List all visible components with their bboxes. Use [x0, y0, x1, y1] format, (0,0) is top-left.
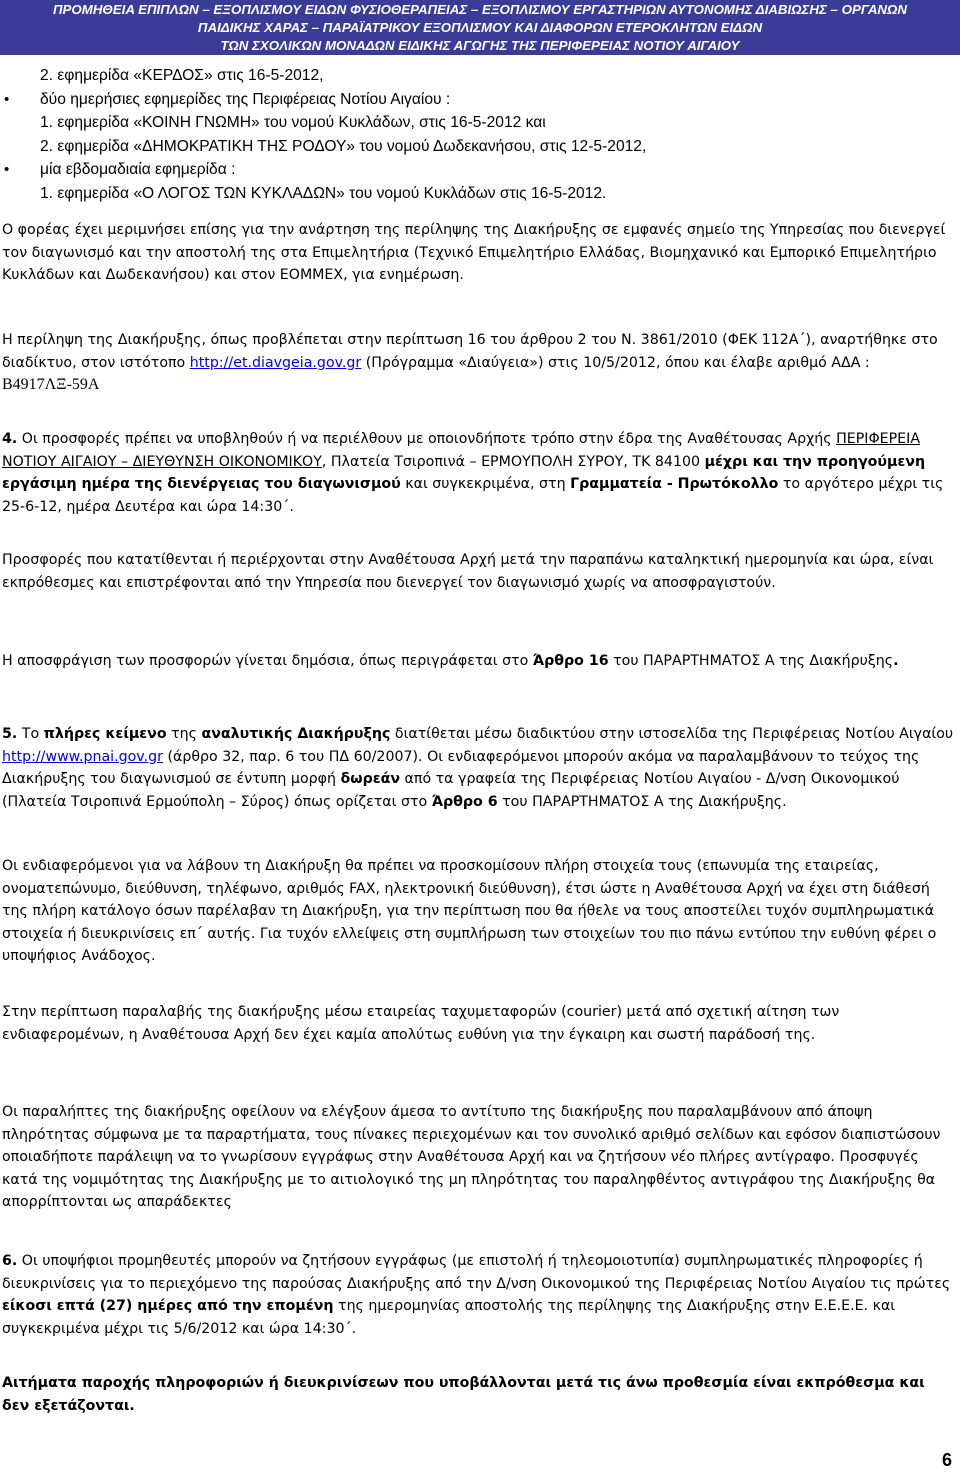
- paragraph-text: , Πλατεία Τσιροπινά – ΕΡΜΟΥΠΟΛΗ ΣΥΡΟΥ, ΤΚ 84100: [321, 453, 705, 470]
- authority-address: ΠΕΡΙΦΕΡΕΙΑ ΝΟΤΙΟΥ ΑΙΓΑΙΟΥ – ΔΙΕΥΘΥΝΣΗ ΟΙΚΟΝΟΜΙΚΟΥ: [2, 431, 921, 470]
- paragraph-text: από τα γραφεία της Περιφέρειας Νοτίου Αιγαίου - Δ/νση Οικονομικού (Πλατεία Τσιροπινά Ερμούπολη – Σύρος) όπως ορίζεται στο: [2, 771, 900, 810]
- paragraph-completeness: [2, 1101, 956, 1214]
- paragraph-text: Ο φορέας έχει μεριμνήσει επίσης για την ανάρτηση της περίληψης της Διακήρυξης σε εμφανές σημείο της Υπηρεσίας που διενεργεί τον διαγωνισμό και την αποστολή της στα Επιμελητήρια (Τεχνικό Επιμελητήριο Ελλάδας, Βιομηχανικό και Εμπορικό Επιμελητήριο Κυκλάδων και Δωδεκανήσου) και στον ΕΟΜΜΕΧ, για ενημέρωση.: [2, 222, 946, 284]
- paragraph-text: της ημερομηνίας αποστολής της περίληψης της Διακήρυξης στην Ε.Ε.Ε.Ε. και συγκεκριμένα μέχρι τις 5/6/2012 και ώρα 14:30΄.: [2, 1298, 896, 1337]
- paragraph-publication: [2, 219, 956, 287]
- newspaper-list: [0, 64, 960, 205]
- header-line-3: ΤΩΝ ΣΧΟΛΙΚΩΝ ΜΟΝΑΔΩΝ ΕΙΔΙΚΗΣ ΑΓΩΓΗΣ ΤΗΣ ΠΕΡΙΦΕΡΕΙΑΣ ΝΟΤΙΟΥ ΑΙΓΑΙΟΥ: [220, 38, 740, 53]
- list-item: 1. εφημερίδα «Ο ΛΟΓΟΣ ΤΩΝ ΚΥΚΛΑΔΩΝ» του νομού Κυκλάδων στις 16-5-2012.: [40, 184, 607, 202]
- section-5: [2, 723, 956, 813]
- list-item: 1. εφημερίδα «ΚΟΙΝΗ ΓΝΩΜΗ» του νομού Κυκλάδων, στις 16-5-2012 και: [40, 114, 546, 131]
- list-item: 2. εφημερίδα «ΔΗΜΟΚΡΑΤΙΚΗ ΤΗΣ ΡΟΔΟΥ» του νομού Δωδεκανήσου, στις 12-5-2012,: [40, 137, 647, 155]
- full-text-bold: πλήρες κείμενο: [43, 726, 167, 742]
- list-bullet-item: • δύο ημερήσιες εφημερίδες της Περιφέρειας Νοτίου Αιγαίου :: [0, 88, 960, 112]
- paragraph-text: Η αποσφράγιση των προσφορών γίνεται δημόσια, όπως περιγράφεται στο: [2, 653, 533, 669]
- pnai-link[interactable]: http://www.pnai.gov.gr: [2, 748, 163, 765]
- header-line-2: ΠΑΙΔΙΚΗΣ ΧΑΡΑΣ – ΠΑΡΑΪΑΤΡΙΚΟΥ ΕΞΟΠΛΙΣΜΟΥ ΚΑΙ ΔΙΑΦΟΡΩΝ ΕΤΕΡΟΚΛΗΤΩΝ ΕΙΔΩΝ: [197, 20, 763, 35]
- paragraph-opening: [2, 650, 956, 673]
- days-limit-bold: είκοσι επτά (27) ημέρες από την επομένη: [2, 1298, 334, 1315]
- diavgeia-link[interactable]: http://et.diavgeia.gov.gr: [189, 354, 362, 371]
- paragraph-text: Η περίληψη της Διακήρυξης, όπως προβλέπεται στην περίπτωση 16 του άρθρου 2 του Ν. 3861/2010 (ΦΕΚ 112Α΄), αναρτήθηκε στο διαδίκτυο, στον ιστότοπο: [2, 332, 938, 371]
- detailed-notice-bold: αναλυτικής Διακήρυξης: [201, 726, 391, 742]
- deadline-bold: μέχρι και την προηγούμενη εργάσιμη ημέρα της διενέργειας του διαγωνισμού: [2, 453, 926, 493]
- page-number: 6: [941, 1450, 952, 1470]
- list-item: 2. εφημερίδα «ΚΕΡΔΟΣ» στις 16-5-2012,: [40, 67, 324, 84]
- section-number: 6.: [2, 1253, 18, 1269]
- paragraph-obtain-notice: [2, 855, 956, 968]
- free-of-charge-bold: δωρεάν: [340, 771, 401, 788]
- list-bullet-item: • μία εβδομαδιαία εφημερίδα :: [0, 158, 960, 182]
- paragraph-text: Οι προσφορές πρέπει να υποβληθούν ή να περιέλθουν με οποιονδήποτε τρόπο στην έδρα της Αναθέτουσας Αρχής: [17, 431, 837, 447]
- ada-number: Β4917ΛΞ-59Α: [2, 376, 100, 394]
- paragraph-text: Στην περίπτωση παραλαβής της διακήρυξης μέσω εταιρείας ταχυμεταφορών (courier) μετά από σχετική αίτηση των ενδιαφερομένων, η Αναθέτουσα Αρχή δεν έχει καμία απολύτως ευθύνη για την έγκαιρη και σωστή παράδοσή της.: [2, 1004, 840, 1043]
- secretariat-bold: Γραμματεία - Πρωτόκολλο: [570, 476, 779, 493]
- paragraph-text: και συγκεκριμένα, στη: [400, 476, 571, 493]
- paragraph-courier: [2, 1001, 956, 1046]
- paragraph-text: το αργότερο μέχρι τις 25-6-12, ημέρα Δευτέρα και ώρα 14:30΄.: [2, 476, 944, 515]
- header-line-1: ΠΡΟΜΗΘΕΙΑ ΕΠΙΠΛΩΝ – ΕΞΟΠΛΙΣΜΟΥ ΕΙΔΩΝ ΦΥΣΙΟΘΕΡΑΠΕΙΑΣ – ΕΞΟΠΛΙΣΜΟΥ ΕΡΓΑΣΤΗΡΙΩΝ ΑΥΤΟΝΟΜΗΣ ΔΙΑΒΙΩΣΗΣ – ΟΡΓΑΝΩΝ: [52, 2, 908, 17]
- section-4: [2, 428, 956, 518]
- page-header-banner: [0, 0, 960, 55]
- paragraph-text: διατίθεται μέσω διαδικτύου στην ιστοσελίδα της Περιφέρειας Νοτίου Αιγαίου: [390, 726, 954, 742]
- paragraph-late-requests: [2, 1372, 956, 1417]
- paragraph-late-offers: [2, 549, 956, 594]
- paragraph-text: .: [893, 653, 899, 669]
- paragraph-text: Οι υποψήφιοι προμηθευτές μπορούν να ζητήσουν εγγράφως (με επιστολή ή τηλεομοιοτυπία) συμπληρωματικές πληροφορίες ή διευκρινίσεις για το περιεχόμενο της παρούσας Διακήρυξης από την Δ/νση Οικονομικού της Περιφέρειας Νοτίου Αιγαίου τις πρώτες: [2, 1253, 951, 1292]
- paragraph-text: (άρθρο 32, παρ. 6 του ΠΔ 60/2007). Οι ενδιαφερόμενοι μπορούν ακόμα να παραλαμβάνουν το τεύχος της Διακήρυξης του διαγωνισμού σε έντυπη μορφή: [2, 748, 920, 788]
- section-number: 5.: [2, 726, 18, 742]
- paragraph-text-bold: Αιτήματα παροχής πληροφοριών ή διευκρινίσεων που υποβάλλονται μετά τις άνω προθεσμία είναι εκπρόθεσμα και δεν εξετάζονται.: [2, 1375, 925, 1414]
- paragraph-text: του ΠΑΡΑΡΤΗΜΑΤΟΣ Α της Διακήρυξης.: [497, 793, 787, 810]
- paragraph-diavgeia: [2, 329, 956, 397]
- paragraph-text: Προσφορές που κατατίθενται ή περιέρχονται στην Αναθέτουσα Αρχή μετά την παραπάνω καταληκτική ημερομηνία και ώρα, είναι εκπρόθεσμες και επιστρέφονται από την Υπηρεσία που διενεργεί τον διαγωνισμό χωρίς να αποσφραγιστούν.: [2, 552, 934, 591]
- section-6: [2, 1250, 956, 1340]
- paragraph-text: του ΠΑΡΑΡΤΗΜΑΤΟΣ Α της Διακήρυξης: [608, 653, 894, 669]
- paragraph-text: Οι παραλήπτες της διακήρυξης οφείλουν να ελέγξουν άμεσα το αντίτυπο της διακήρυξης που παραλαμβάνουν από άποψη πληρότητας σύμφωνα με τα παραρτήματα, τους πίνακες περιεχομένων και τον συνολικό αριθμό σελίδων και εφόσον διαπιστώσουν οποιαδήποτε παράλειψη να το γνωρίσουν εγγράφως στην Αναθέτουσα Αρχή και να ζητήσουν νέο πλήρες αντίγραφο. Προσφυγές κατά της νομιμότητας της Διακήρυξης με το αιτιολογικό της μη πληρότητας του παραληφθέντος αντιγράφου της Διακήρυξης θα απορρίπτονται ως απαράδεκτες: [2, 1104, 941, 1211]
- paragraph-text: της: [166, 726, 202, 742]
- paragraph-text: Οι ενδιαφερόμενοι για να λάβουν τη Διακήρυξη θα πρέπει να προσκομίσουν πλήρη στοιχεία τους (επωνυμία της εταιρείας, ονοματεπώνυμο, διεύθυνση, τηλέφωνο, αριθμός FAX, ηλεκτρονική διεύθυνση), έτσι ώστε η Αναθέτουσα Αρχή να έχει στη διάθεσή της πλήρη κατάλογο όσων παρέλαβαν τη Διακήρυξη, για την περίπτωση που θα ήθελε να τους αποστείλει τυχόν συμπληρωματικά στοιχεία ή διευκρινίσεις επ΄ αυτής. Για τυχόν ελλείψεις στη συμπλήρωση των στοιχείων του πιο πάνω εντύπου την ευθύνη φέρει ο υποψήφιος Ανάδοχος.: [2, 858, 937, 965]
- article-ref-bold: Άρθρο 16: [532, 653, 609, 669]
- paragraph-text: Το: [17, 726, 44, 742]
- section-number: 4.: [2, 431, 18, 447]
- paragraph-text: (Πρόγραμμα «Διαύγεια») στις 10/5/2012, όπου και έλαβε αριθμό ΑΔΑ :: [361, 354, 870, 371]
- article-ref-bold: Άρθρο 6: [431, 793, 498, 810]
